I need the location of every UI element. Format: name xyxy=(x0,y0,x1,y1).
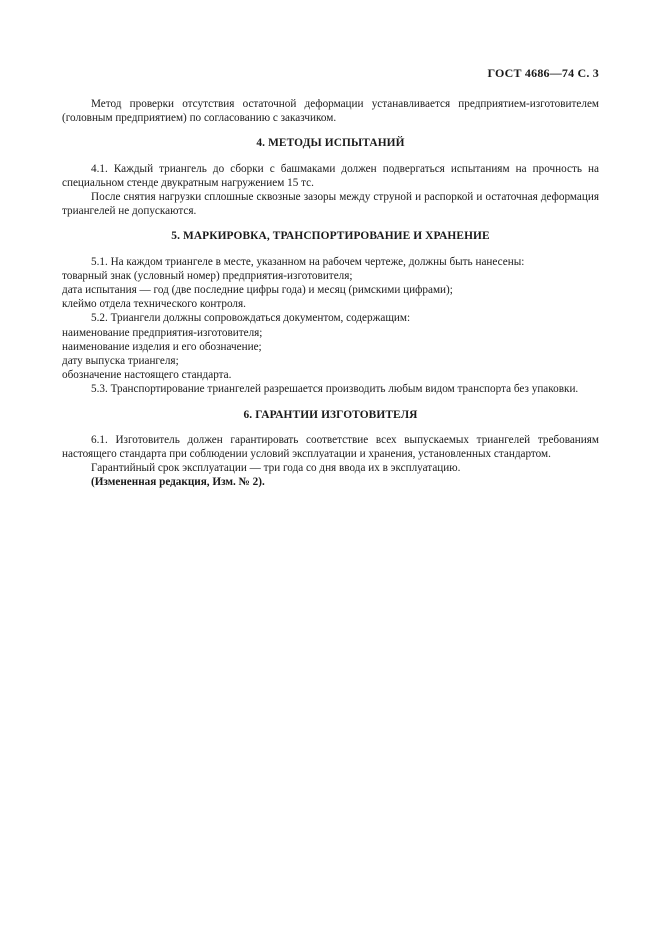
section-5-list-item: обозначение настоящего стандарта. xyxy=(62,369,232,382)
section-5-list-item: товарный знак (условный номер) предприятия-изготовителя; xyxy=(62,269,353,282)
section-5-list-item: дата испытания — год (две последние цифры года) и месяц (римскими цифрами); xyxy=(62,284,453,297)
section-5-list-item: наименование изделия и его обозначение; xyxy=(62,340,262,353)
section-5-list-item: дату выпуска триангеля; xyxy=(62,355,179,368)
section-6-paragraph-2: Гарантийный срок эксплуатации — три года со дня ввода их в эксплуатацию. xyxy=(91,462,461,475)
section-5-paragraph-1: 5.1. На каждом триангеле в месте, указанном на рабочем чертеже, должны быть нанесены: xyxy=(91,255,525,268)
page-header: ГОСТ 4686—74 С. 3 xyxy=(487,66,599,80)
section-5-paragraph-2: 5.2. Триангели должны сопровождаться документом, содержащим: xyxy=(91,312,411,325)
section-5-paragraph-3: 5.3. Транспортирование триангелей разрешается производить любым видом транспорта без упаковки. xyxy=(91,383,579,396)
section-5-list-item: наименование предприятия-изготовителя; xyxy=(62,326,263,339)
section-4-paragraph-1: 4.1. Каждый триангель до сборки с башмаками должен подвергаться испытаниям на прочность на специальном стенде двукратным нагружением 15 тс. xyxy=(62,162,599,189)
intro-paragraph: Метод проверки отсутствия остаточной деформации устанавливается предприятием-изготовителем (головным предприятием) по согласованию с заказчиком. xyxy=(62,98,599,125)
section-6-heading: 6. ГАРАНТИИ ИЗГОТОВИТЕЛЯ xyxy=(243,408,418,421)
section-4-paragraph-2: После снятия нагрузки сплошные сквозные зазоры между струной и распоркой и остаточная деформация триангелей не допускаются. xyxy=(62,191,599,218)
document-body xyxy=(62,97,599,490)
section-5-heading: 5. МАРКИРОВКА, ТРАНСПОРТИРОВАНИЕ И ХРАНЕНИЕ xyxy=(171,230,490,243)
amendment-note: (Измененная редакция, Изм. № 2). xyxy=(91,476,265,489)
section-5-list-item: клеймо отдела технического контроля. xyxy=(62,298,246,311)
section-4-heading: 4. МЕТОДЫ ИСПЫТАНИЙ xyxy=(256,137,405,150)
section-6-paragraph-1: 6.1. Изготовитель должен гарантировать соответствие всех выпускаемых триангелей требованиям настоящего стандарта при соблюдении условий эксплуатации и хранения, установленных стандартом. xyxy=(62,433,599,461)
